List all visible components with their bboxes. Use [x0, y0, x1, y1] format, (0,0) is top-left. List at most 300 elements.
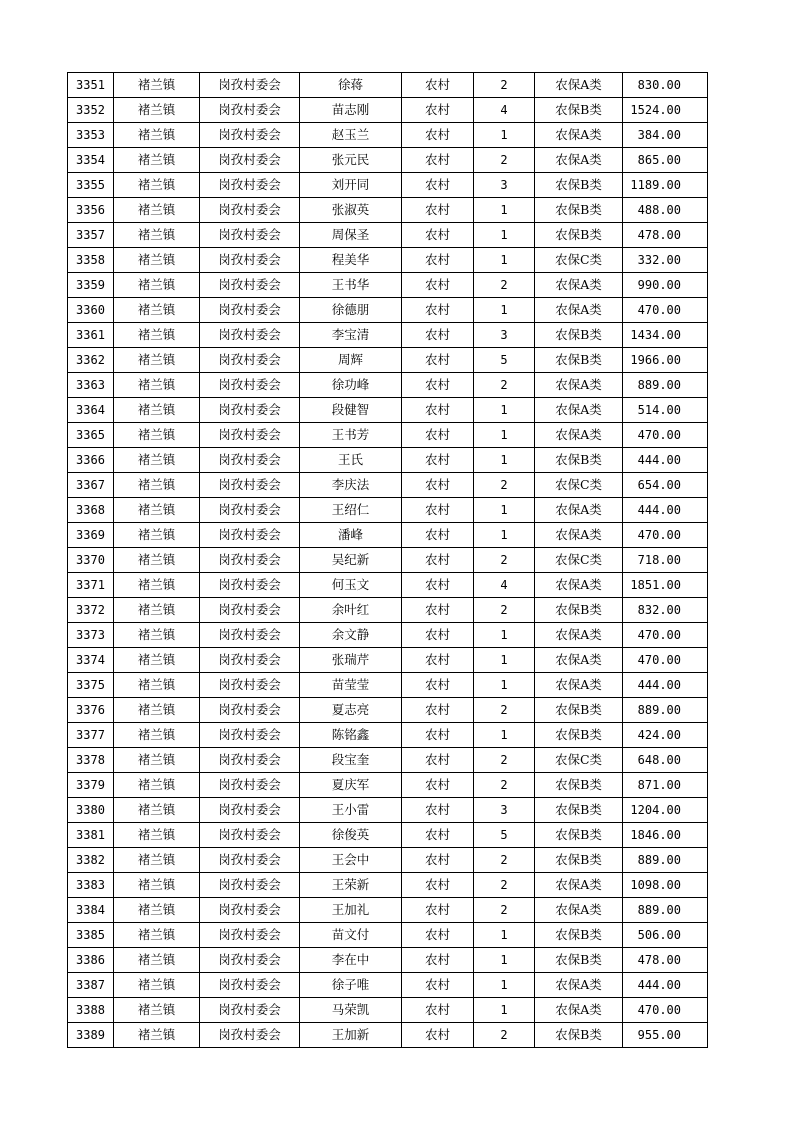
- village-committee-cell: 岗孜村委会: [200, 198, 300, 223]
- table-row: [68, 223, 708, 248]
- category-cell: 农保A类: [535, 148, 623, 173]
- amount-cell: 1189.00: [623, 173, 708, 198]
- village-committee-cell: 岗孜村委会: [200, 223, 300, 248]
- category-cell: 农保B类: [535, 223, 623, 248]
- amount-cell: 470.00: [623, 523, 708, 548]
- serial-number-cell: 3373: [68, 623, 114, 648]
- category-cell: 农保B类: [535, 348, 623, 373]
- amount-cell: 889.00: [623, 848, 708, 873]
- amount-cell: 444.00: [623, 448, 708, 473]
- category-cell: 农保C类: [535, 473, 623, 498]
- village-committee-cell: 岗孜村委会: [200, 498, 300, 523]
- table-row: [68, 848, 708, 873]
- household-size-cell: 5: [474, 823, 535, 848]
- town-cell: 褚兰镇: [114, 673, 200, 698]
- household-type-cell: 农村: [402, 148, 474, 173]
- category-cell: 农保B类: [535, 798, 623, 823]
- name-cell: 徐子唯: [300, 973, 402, 998]
- village-committee-cell: 岗孜村委会: [200, 423, 300, 448]
- name-cell: 吴纪新: [300, 548, 402, 573]
- table-row: [68, 648, 708, 673]
- village-committee-cell: 岗孜村委会: [200, 823, 300, 848]
- town-cell: 褚兰镇: [114, 748, 200, 773]
- household-size-cell: 2: [474, 1023, 535, 1048]
- household-type-cell: 农村: [402, 73, 474, 98]
- household-size-cell: 1: [474, 123, 535, 148]
- category-cell: 农保A类: [535, 73, 623, 98]
- category-cell: 农保A类: [535, 998, 623, 1023]
- town-cell: 褚兰镇: [114, 423, 200, 448]
- name-cell: 周保圣: [300, 223, 402, 248]
- town-cell: 褚兰镇: [114, 998, 200, 1023]
- town-cell: 褚兰镇: [114, 148, 200, 173]
- serial-number-cell: 3361: [68, 323, 114, 348]
- serial-number-cell: 3371: [68, 573, 114, 598]
- household-type-cell: 农村: [402, 773, 474, 798]
- household-type-cell: 农村: [402, 223, 474, 248]
- name-cell: 余叶红: [300, 598, 402, 623]
- household-size-cell: 2: [474, 273, 535, 298]
- amount-cell: 955.00: [623, 1023, 708, 1048]
- household-size-cell: 1: [474, 998, 535, 1023]
- serial-number-cell: 3365: [68, 423, 114, 448]
- village-committee-cell: 岗孜村委会: [200, 1023, 300, 1048]
- household-type-cell: 农村: [402, 623, 474, 648]
- town-cell: 褚兰镇: [114, 773, 200, 798]
- household-size-cell: 1: [474, 248, 535, 273]
- amount-cell: 478.00: [623, 223, 708, 248]
- category-cell: 农保A类: [535, 623, 623, 648]
- category-cell: 农保A类: [535, 123, 623, 148]
- table-row: [68, 873, 708, 898]
- household-type-cell: 农村: [402, 248, 474, 273]
- category-cell: 农保A类: [535, 973, 623, 998]
- table-row: [68, 198, 708, 223]
- household-type-cell: 农村: [402, 473, 474, 498]
- household-size-cell: 3: [474, 323, 535, 348]
- name-cell: 王书芳: [300, 423, 402, 448]
- serial-number-cell: 3379: [68, 773, 114, 798]
- village-committee-cell: 岗孜村委会: [200, 898, 300, 923]
- village-committee-cell: 岗孜村委会: [200, 473, 300, 498]
- table-row: [68, 998, 708, 1023]
- town-cell: 褚兰镇: [114, 498, 200, 523]
- serial-number-cell: 3357: [68, 223, 114, 248]
- town-cell: 褚兰镇: [114, 248, 200, 273]
- village-committee-cell: 岗孜村委会: [200, 923, 300, 948]
- serial-number-cell: 3370: [68, 548, 114, 573]
- table-row: [68, 1023, 708, 1048]
- table-row: [68, 673, 708, 698]
- household-size-cell: 1: [474, 623, 535, 648]
- village-committee-cell: 岗孜村委会: [200, 948, 300, 973]
- table-row: [68, 173, 708, 198]
- table-row: [68, 148, 708, 173]
- household-type-cell: 农村: [402, 398, 474, 423]
- serial-number-cell: 3362: [68, 348, 114, 373]
- amount-cell: 830.00: [623, 73, 708, 98]
- household-type-cell: 农村: [402, 348, 474, 373]
- amount-cell: 470.00: [623, 298, 708, 323]
- village-committee-cell: 岗孜村委会: [200, 73, 300, 98]
- name-cell: 李在中: [300, 948, 402, 973]
- village-committee-cell: 岗孜村委会: [200, 848, 300, 873]
- serial-number-cell: 3353: [68, 123, 114, 148]
- name-cell: 潘峰: [300, 523, 402, 548]
- serial-number-cell: 3381: [68, 823, 114, 848]
- serial-number-cell: 3359: [68, 273, 114, 298]
- serial-number-cell: 3380: [68, 798, 114, 823]
- household-size-cell: 4: [474, 573, 535, 598]
- household-size-cell: 1: [474, 223, 535, 248]
- household-type-cell: 农村: [402, 923, 474, 948]
- amount-cell: 332.00: [623, 248, 708, 273]
- amount-cell: 1434.00: [623, 323, 708, 348]
- household-size-cell: 1: [474, 298, 535, 323]
- serial-number-cell: 3382: [68, 848, 114, 873]
- table-row: [68, 123, 708, 148]
- category-cell: 农保B类: [535, 823, 623, 848]
- serial-number-cell: 3374: [68, 648, 114, 673]
- category-cell: 农保A类: [535, 873, 623, 898]
- household-type-cell: 农村: [402, 1023, 474, 1048]
- household-type-cell: 农村: [402, 598, 474, 623]
- town-cell: 褚兰镇: [114, 323, 200, 348]
- serial-number-cell: 3367: [68, 473, 114, 498]
- table-row: [68, 73, 708, 98]
- town-cell: 褚兰镇: [114, 223, 200, 248]
- household-size-cell: 2: [474, 698, 535, 723]
- name-cell: 王会中: [300, 848, 402, 873]
- amount-cell: 384.00: [623, 123, 708, 148]
- category-cell: 农保B类: [535, 773, 623, 798]
- village-committee-cell: 岗孜村委会: [200, 173, 300, 198]
- household-size-cell: 1: [474, 498, 535, 523]
- household-size-cell: 2: [474, 773, 535, 798]
- household-size-cell: 4: [474, 98, 535, 123]
- category-cell: 农保A类: [535, 648, 623, 673]
- household-type-cell: 农村: [402, 523, 474, 548]
- name-cell: 张淑英: [300, 198, 402, 223]
- table-row: [68, 273, 708, 298]
- town-cell: 褚兰镇: [114, 573, 200, 598]
- town-cell: 褚兰镇: [114, 273, 200, 298]
- amount-cell: 488.00: [623, 198, 708, 223]
- household-type-cell: 农村: [402, 823, 474, 848]
- town-cell: 褚兰镇: [114, 448, 200, 473]
- household-type-cell: 农村: [402, 648, 474, 673]
- household-type-cell: 农村: [402, 123, 474, 148]
- village-committee-cell: 岗孜村委会: [200, 323, 300, 348]
- benefit-roster-table: [67, 72, 708, 1048]
- amount-cell: 444.00: [623, 498, 708, 523]
- village-committee-cell: 岗孜村委会: [200, 973, 300, 998]
- town-cell: 褚兰镇: [114, 473, 200, 498]
- village-committee-cell: 岗孜村委会: [200, 398, 300, 423]
- household-type-cell: 农村: [402, 748, 474, 773]
- category-cell: 农保B类: [535, 98, 623, 123]
- town-cell: 褚兰镇: [114, 398, 200, 423]
- household-size-cell: 2: [474, 873, 535, 898]
- table-row: [68, 623, 708, 648]
- name-cell: 何玉文: [300, 573, 402, 598]
- village-committee-cell: 岗孜村委会: [200, 298, 300, 323]
- category-cell: 农保A类: [535, 498, 623, 523]
- amount-cell: 506.00: [623, 923, 708, 948]
- household-type-cell: 农村: [402, 323, 474, 348]
- name-cell: 苗文付: [300, 923, 402, 948]
- category-cell: 农保A类: [535, 898, 623, 923]
- name-cell: 徐德朋: [300, 298, 402, 323]
- town-cell: 褚兰镇: [114, 723, 200, 748]
- name-cell: 周辉: [300, 348, 402, 373]
- category-cell: 农保C类: [535, 548, 623, 573]
- category-cell: 农保C类: [535, 248, 623, 273]
- category-cell: 农保B类: [535, 948, 623, 973]
- category-cell: 农保B类: [535, 173, 623, 198]
- household-type-cell: 农村: [402, 898, 474, 923]
- serial-number-cell: 3360: [68, 298, 114, 323]
- household-type-cell: 农村: [402, 848, 474, 873]
- name-cell: 马荣凯: [300, 998, 402, 1023]
- serial-number-cell: 3378: [68, 748, 114, 773]
- serial-number-cell: 3386: [68, 948, 114, 973]
- serial-number-cell: 3363: [68, 373, 114, 398]
- serial-number-cell: 3385: [68, 923, 114, 948]
- table-row: [68, 323, 708, 348]
- household-size-cell: 1: [474, 973, 535, 998]
- household-size-cell: 3: [474, 173, 535, 198]
- category-cell: 农保B类: [535, 448, 623, 473]
- category-cell: 农保B类: [535, 723, 623, 748]
- household-type-cell: 农村: [402, 573, 474, 598]
- category-cell: 农保B类: [535, 598, 623, 623]
- category-cell: 农保B类: [535, 848, 623, 873]
- name-cell: 王加新: [300, 1023, 402, 1048]
- household-size-cell: 1: [474, 198, 535, 223]
- town-cell: 褚兰镇: [114, 548, 200, 573]
- town-cell: 褚兰镇: [114, 873, 200, 898]
- town-cell: 褚兰镇: [114, 523, 200, 548]
- table-row: [68, 398, 708, 423]
- amount-cell: 889.00: [623, 373, 708, 398]
- category-cell: 农保A类: [535, 523, 623, 548]
- name-cell: 苗莹莹: [300, 673, 402, 698]
- amount-cell: 1098.00: [623, 873, 708, 898]
- household-type-cell: 农村: [402, 698, 474, 723]
- village-committee-cell: 岗孜村委会: [200, 573, 300, 598]
- name-cell: 段宝奎: [300, 748, 402, 773]
- amount-cell: 990.00: [623, 273, 708, 298]
- serial-number-cell: 3366: [68, 448, 114, 473]
- village-committee-cell: 岗孜村委会: [200, 523, 300, 548]
- village-committee-cell: 岗孜村委会: [200, 673, 300, 698]
- serial-number-cell: 3356: [68, 198, 114, 223]
- amount-cell: 654.00: [623, 473, 708, 498]
- amount-cell: 1966.00: [623, 348, 708, 373]
- village-committee-cell: 岗孜村委会: [200, 998, 300, 1023]
- category-cell: 农保A类: [535, 423, 623, 448]
- household-type-cell: 农村: [402, 998, 474, 1023]
- household-size-cell: 1: [474, 448, 535, 473]
- table-row: [68, 423, 708, 448]
- town-cell: 褚兰镇: [114, 348, 200, 373]
- roster-body: [68, 73, 708, 1048]
- amount-cell: 648.00: [623, 748, 708, 773]
- name-cell: 程美华: [300, 248, 402, 273]
- table-row: [68, 348, 708, 373]
- table-row: [68, 298, 708, 323]
- serial-number-cell: 3372: [68, 598, 114, 623]
- name-cell: 张瑞芹: [300, 648, 402, 673]
- serial-number-cell: 3384: [68, 898, 114, 923]
- amount-cell: 514.00: [623, 398, 708, 423]
- category-cell: 农保A类: [535, 573, 623, 598]
- village-committee-cell: 岗孜村委会: [200, 273, 300, 298]
- household-type-cell: 农村: [402, 98, 474, 123]
- table-row: [68, 473, 708, 498]
- amount-cell: 470.00: [623, 623, 708, 648]
- category-cell: 农保B类: [535, 323, 623, 348]
- village-committee-cell: 岗孜村委会: [200, 248, 300, 273]
- town-cell: 褚兰镇: [114, 298, 200, 323]
- household-size-cell: 2: [474, 898, 535, 923]
- name-cell: 徐功峰: [300, 373, 402, 398]
- village-committee-cell: 岗孜村委会: [200, 748, 300, 773]
- household-type-cell: 农村: [402, 973, 474, 998]
- category-cell: 农保B类: [535, 1023, 623, 1048]
- village-committee-cell: 岗孜村委会: [200, 698, 300, 723]
- town-cell: 褚兰镇: [114, 98, 200, 123]
- town-cell: 褚兰镇: [114, 373, 200, 398]
- town-cell: 褚兰镇: [114, 123, 200, 148]
- serial-number-cell: 3351: [68, 73, 114, 98]
- table-row: [68, 98, 708, 123]
- category-cell: 农保B类: [535, 198, 623, 223]
- table-row: [68, 748, 708, 773]
- household-size-cell: 5: [474, 348, 535, 373]
- household-size-cell: 2: [474, 148, 535, 173]
- name-cell: 段健智: [300, 398, 402, 423]
- amount-cell: 1204.00: [623, 798, 708, 823]
- name-cell: 王绍仁: [300, 498, 402, 523]
- household-type-cell: 农村: [402, 873, 474, 898]
- category-cell: 农保A类: [535, 273, 623, 298]
- household-type-cell: 农村: [402, 948, 474, 973]
- town-cell: 褚兰镇: [114, 698, 200, 723]
- village-committee-cell: 岗孜村委会: [200, 373, 300, 398]
- category-cell: 农保A类: [535, 298, 623, 323]
- name-cell: 苗志刚: [300, 98, 402, 123]
- amount-cell: 470.00: [623, 998, 708, 1023]
- household-size-cell: 1: [474, 948, 535, 973]
- name-cell: 赵玉兰: [300, 123, 402, 148]
- village-committee-cell: 岗孜村委会: [200, 723, 300, 748]
- serial-number-cell: 3352: [68, 98, 114, 123]
- village-committee-cell: 岗孜村委会: [200, 98, 300, 123]
- name-cell: 李宝清: [300, 323, 402, 348]
- name-cell: 王小雷: [300, 798, 402, 823]
- category-cell: 农保A类: [535, 398, 623, 423]
- table-row: [68, 498, 708, 523]
- household-size-cell: 3: [474, 798, 535, 823]
- household-type-cell: 农村: [402, 198, 474, 223]
- name-cell: 李庆法: [300, 473, 402, 498]
- town-cell: 褚兰镇: [114, 173, 200, 198]
- household-size-cell: 1: [474, 398, 535, 423]
- household-type-cell: 农村: [402, 373, 474, 398]
- household-type-cell: 农村: [402, 673, 474, 698]
- serial-number-cell: 3376: [68, 698, 114, 723]
- village-committee-cell: 岗孜村委会: [200, 598, 300, 623]
- village-committee-cell: 岗孜村委会: [200, 348, 300, 373]
- household-size-cell: 1: [474, 648, 535, 673]
- household-size-cell: 2: [474, 598, 535, 623]
- town-cell: 褚兰镇: [114, 923, 200, 948]
- amount-cell: 871.00: [623, 773, 708, 798]
- amount-cell: 444.00: [623, 973, 708, 998]
- serial-number-cell: 3369: [68, 523, 114, 548]
- town-cell: 褚兰镇: [114, 198, 200, 223]
- village-committee-cell: 岗孜村委会: [200, 648, 300, 673]
- category-cell: 农保A类: [535, 373, 623, 398]
- name-cell: 王加礼: [300, 898, 402, 923]
- serial-number-cell: 3387: [68, 973, 114, 998]
- amount-cell: 470.00: [623, 423, 708, 448]
- serial-number-cell: 3358: [68, 248, 114, 273]
- name-cell: 王荣新: [300, 873, 402, 898]
- serial-number-cell: 3355: [68, 173, 114, 198]
- household-type-cell: 农村: [402, 498, 474, 523]
- name-cell: 余文静: [300, 623, 402, 648]
- town-cell: 褚兰镇: [114, 648, 200, 673]
- category-cell: 农保B类: [535, 698, 623, 723]
- town-cell: 褚兰镇: [114, 948, 200, 973]
- village-committee-cell: 岗孜村委会: [200, 548, 300, 573]
- name-cell: 夏志亮: [300, 698, 402, 723]
- serial-number-cell: 3375: [68, 673, 114, 698]
- amount-cell: 424.00: [623, 723, 708, 748]
- town-cell: 褚兰镇: [114, 973, 200, 998]
- table-row: [68, 923, 708, 948]
- serial-number-cell: 3388: [68, 998, 114, 1023]
- household-size-cell: 1: [474, 423, 535, 448]
- household-type-cell: 农村: [402, 723, 474, 748]
- serial-number-cell: 3364: [68, 398, 114, 423]
- town-cell: 褚兰镇: [114, 848, 200, 873]
- town-cell: 褚兰镇: [114, 823, 200, 848]
- town-cell: 褚兰镇: [114, 623, 200, 648]
- name-cell: 王书华: [300, 273, 402, 298]
- household-type-cell: 农村: [402, 798, 474, 823]
- town-cell: 褚兰镇: [114, 798, 200, 823]
- village-committee-cell: 岗孜村委会: [200, 798, 300, 823]
- category-cell: 农保A类: [535, 673, 623, 698]
- household-size-cell: 2: [474, 473, 535, 498]
- household-type-cell: 农村: [402, 423, 474, 448]
- amount-cell: 444.00: [623, 673, 708, 698]
- serial-number-cell: 3377: [68, 723, 114, 748]
- name-cell: 徐蒋: [300, 73, 402, 98]
- town-cell: 褚兰镇: [114, 73, 200, 98]
- table-row: [68, 723, 708, 748]
- household-type-cell: 农村: [402, 298, 474, 323]
- household-type-cell: 农村: [402, 448, 474, 473]
- table-row: [68, 248, 708, 273]
- household-size-cell: 2: [474, 73, 535, 98]
- category-cell: 农保C类: [535, 748, 623, 773]
- village-committee-cell: 岗孜村委会: [200, 623, 300, 648]
